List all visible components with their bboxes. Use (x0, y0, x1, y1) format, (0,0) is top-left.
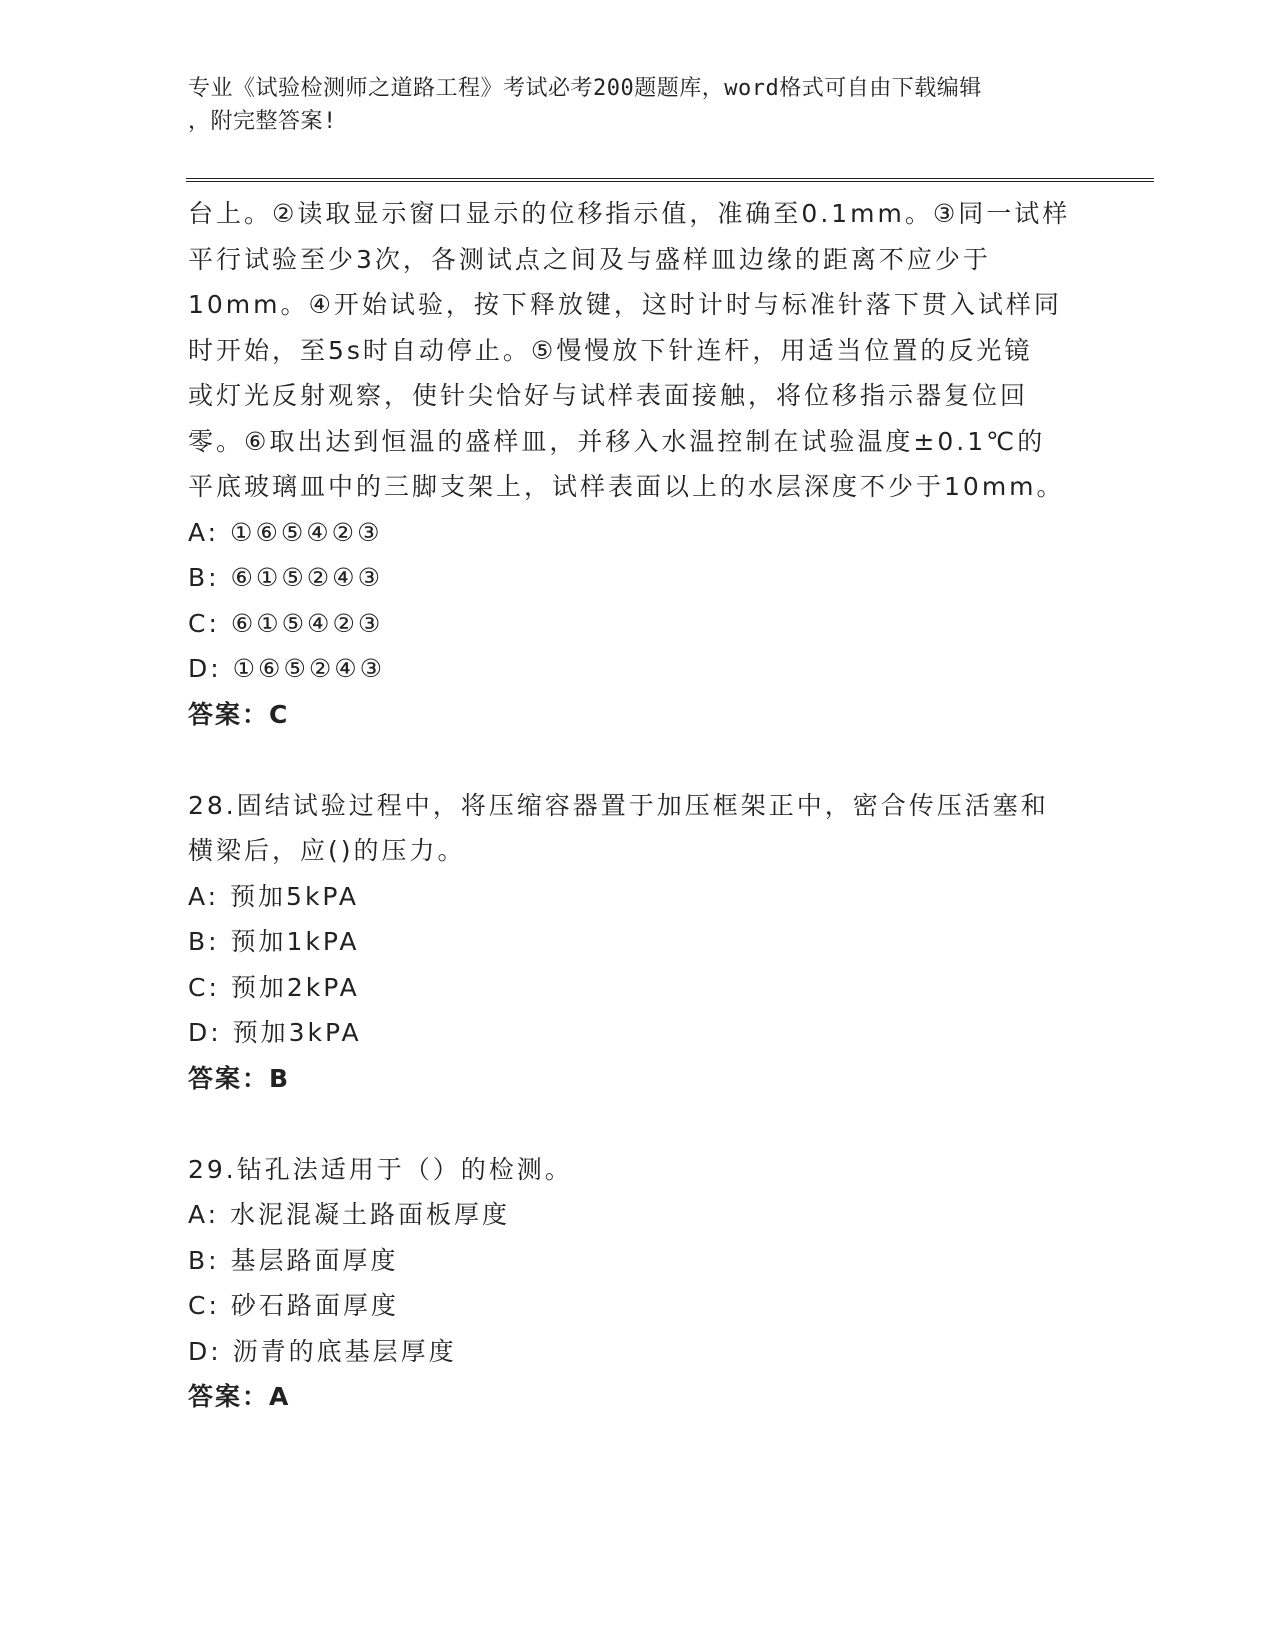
option-b: B: ⑥①⑤②④③ (188, 563, 383, 592)
option-d: D: 沥青的底基层厚度 (188, 1336, 457, 1366)
question-27 (188, 191, 1078, 737)
header-divider (186, 178, 1154, 182)
option-c: C: 砂石路面厚度 (188, 1291, 399, 1320)
option-d: D: ①⑥⑤②④③ (188, 654, 386, 683)
option-a: A: 水泥混凝土路面板厚度 (188, 1200, 511, 1229)
option-b: B: 预加1kPA (188, 927, 360, 956)
header-title-line-1: 专业《试验检测师之道路工程》考试必考200题题库，word格式可自由下载编辑 (188, 76, 982, 101)
page-header (188, 72, 1068, 138)
document-body (188, 191, 1078, 1420)
question-text-line: 平底玻璃皿中的三脚支架上，试样表面以上的水层深度不少于10mm。 (188, 472, 1065, 501)
answer-label: 答案：B (188, 1063, 291, 1093)
answer-label: 答案：C (188, 699, 290, 729)
question-28 (188, 783, 1078, 1102)
question-text-line: 或灯光反射观察，使针尖恰好与试样表面接触，将位移指示器复位回 (188, 381, 1029, 410)
question-text-line: 时开始，至5s时自动停止。⑤慢慢放下针连杆，用适当位置的反光镜 (188, 335, 1033, 365)
question-text-line: 平行试验至少3次，各测试点之间及与盛样皿边缘的距离不应少于 (188, 244, 991, 274)
question-text-line: 29.钻孔法适用于（）的检测。 (188, 1154, 573, 1184)
answer-label: 答案：A (188, 1382, 291, 1411)
question-text-line: 10mm。④开始试验，按下释放键，这时计时与标准针落下贯入试样同 (188, 290, 1062, 319)
question-text-line: 台上。②读取显示窗口显示的位移指示值，准确至0.1mm。③同一试样 (188, 199, 1071, 228)
spacer (188, 1101, 1078, 1147)
option-c: C: 预加2kPA (188, 972, 360, 1002)
question-text-line: 零。⑥取出达到恒温的盛样皿，并移入水温控制在试验温度±0.1℃的 (188, 426, 1046, 456)
option-a: A: 预加5kPA (188, 881, 359, 911)
option-b: B: 基层路面厚度 (188, 1245, 399, 1275)
question-29 (188, 1147, 1078, 1420)
option-a: A: ①⑥⑤④②③ (188, 517, 383, 547)
question-text-line: 横梁后，应()的压力。 (188, 836, 466, 865)
option-c: C: ⑥①⑤④②③ (188, 608, 384, 638)
spacer (188, 737, 1078, 783)
question-text-line: 28.固结试验过程中，将压缩容器置于加压框架正中，密合传压活塞和 (188, 790, 1049, 820)
option-d: D: 预加3kPA (188, 1018, 362, 1047)
header-title-line-2: ，附完整答案! (188, 109, 337, 134)
